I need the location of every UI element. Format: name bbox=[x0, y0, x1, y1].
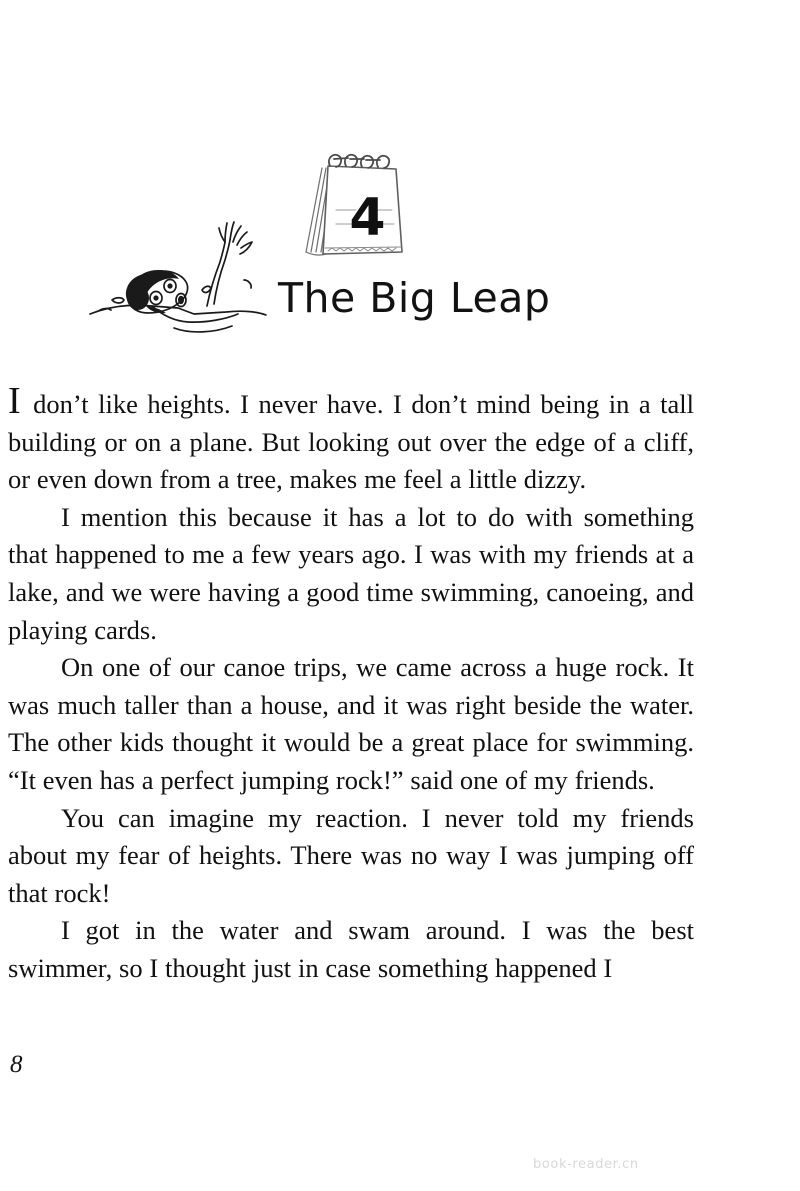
paragraph-1 bbox=[8, 380, 694, 499]
paragraph-1-text: don’t like heights. I never have. I don’t mind being in a tall building or on a plane. But looking out over the edge of a cliff, or even down from a tree, makes me feel a little dizzy. bbox=[8, 389, 694, 495]
swimmer-illustration-icon bbox=[86, 218, 268, 336]
chapter-number: 4 bbox=[349, 188, 385, 248]
paragraph-4: You can imagine my reaction. I never told my friends about my fear of heights. There was no way I was jumping off that rock! bbox=[8, 802, 694, 908]
paragraph-3: On one of our canoe trips, we came across a huge rock. It was much taller than a house, and it was right beside the water. The other kids thought it would be a great place for swimming. “It even has a perfect jumping rock!” said one of my friends. bbox=[8, 652, 694, 795]
page-number: 8 bbox=[10, 1051, 23, 1078]
chapter-title: The Big Leap bbox=[278, 274, 551, 322]
site-watermark: book-reader.cn bbox=[533, 1157, 639, 1172]
drop-cap: I bbox=[8, 380, 21, 422]
paragraph-5: I got in the water and swam around. I was the best swimmer, so I thought just in case something happened I bbox=[8, 915, 694, 983]
calendar-illustration-icon bbox=[292, 148, 418, 266]
paragraph-2: I mention this because it has a lot to do with something that happened to me a few years ago. I was with my friends at a lake, and we were having a good time swimming, canoeing, and playing cards. bbox=[8, 501, 694, 645]
chapter-header bbox=[0, 140, 800, 350]
body-text bbox=[8, 380, 694, 988]
